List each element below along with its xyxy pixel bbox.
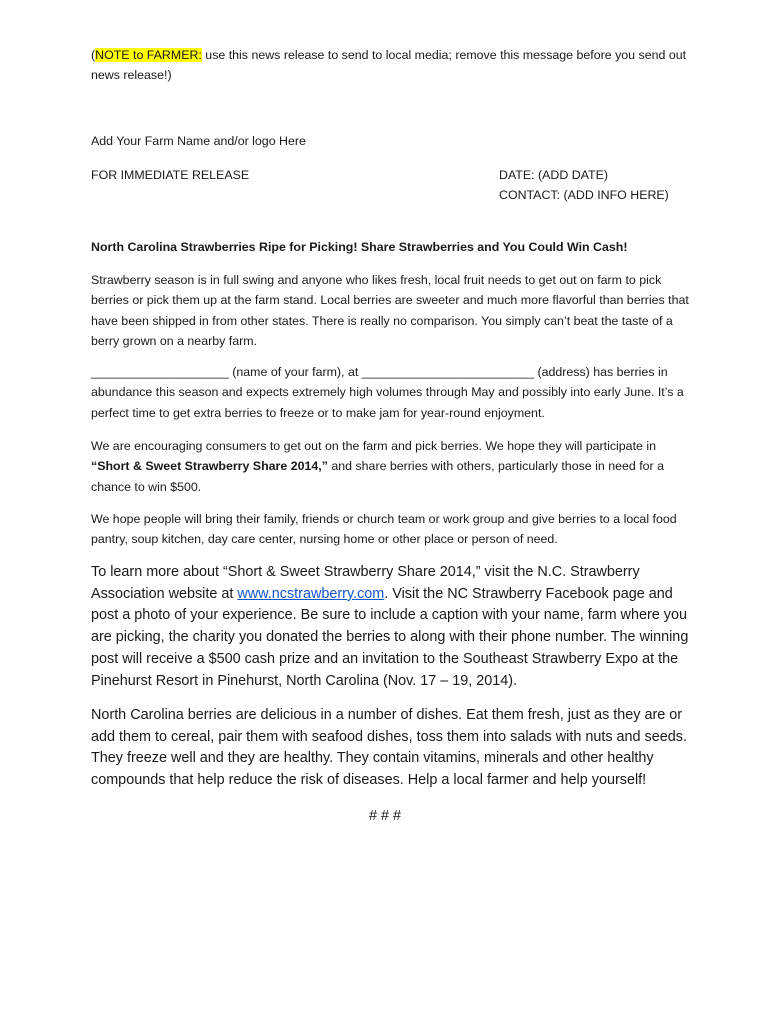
note-text: use this news release to send to local media; remove this message before you send out news release!)	[91, 48, 687, 83]
paragraph-encourage	[91, 436, 691, 497]
learn-more-text: To learn more about “Short & Sweet Strawberry Share 2014,” visit the N.C. Strawberry Association website at	[91, 564, 640, 602]
end-mark: # # #	[368, 808, 401, 824]
paragraph-donate: We hope people will bring their family, friends or church team or work group and give berries to a local food pantry, soup kitchen, day care center, nursing home or other place or person of need.	[91, 512, 677, 547]
date-line: DATE: (ADD DATE)	[499, 168, 608, 182]
farm-name-placeholder: Add Your Farm Name and/or logo Here	[91, 134, 306, 148]
paragraph-season: Strawberry season is in full swing and anyone who likes fresh, local fruit needs to get out on farm to pick berries or pick them up at the farm stand. Local berries are sweeter and much more flavorful than berries that have been shipped in from other states. There is really no comparison. You simply can’t beat the taste of a berry grown on a nearby farm.	[91, 273, 689, 349]
headline: North Carolina Strawberries Ripe for Picking! Share Strawberries and You Could Win Cash!	[91, 240, 628, 254]
paragraph-encourage-tail: and share berries with others, particularly those in need for a chance to win $500.	[91, 459, 665, 494]
paragraph-encourage-text: We are encouraging consumers to get out on the farm and pick berries. We hope they will participate in	[91, 439, 656, 453]
release-meta	[499, 165, 669, 205]
campaign-name: “Short & Sweet Strawberry Share 2014,”	[91, 459, 328, 474]
paragraph-dishes: North Carolina berries are delicious in a number of dishes. Eat them fresh, just as they are or add them to cereal, pair them with seafood dishes, toss them into salads with nuts and seeds. They freeze well and they are healthy. They contain vitamins, minerals and other healthy compounds that help reduce the risk of diseases. Help a local farmer and help yourself!	[91, 707, 687, 789]
release-label: FOR IMMEDIATE RELEASE	[91, 168, 250, 182]
learn-more-tail: . Visit the NC Strawberry Facebook page and post a photo of your experience. Be sure to include a caption with your name, farm where you are picking, the charity you donated the berries to along with their phone number. The winning post will receive a $500 cash prize and an invitation to the Southeast Strawberry Expo at the Pinehurst Resort in Pinehurst, North Carolina (Nov. 17 – 19, 2014).	[91, 585, 689, 689]
website-link[interactable]: www.ncstrawberry.com	[237, 585, 385, 602]
note-paren: (	[91, 48, 96, 62]
note-to-farmer	[91, 45, 691, 86]
contact-line: CONTACT: (ADD INFO HERE)	[499, 188, 669, 202]
paragraph-farm-info: ____________________ (name of your farm), at _________________________ (address) has berries in abundance this season and expects extremely high volumes through May and possibly into early June. It’s a perfect time to get extra berries to freeze or to make jam for year-round enjoyment.	[91, 365, 684, 420]
note-highlight: NOTE to FARMER:	[95, 48, 202, 62]
paragraph-learn-more	[91, 562, 691, 692]
